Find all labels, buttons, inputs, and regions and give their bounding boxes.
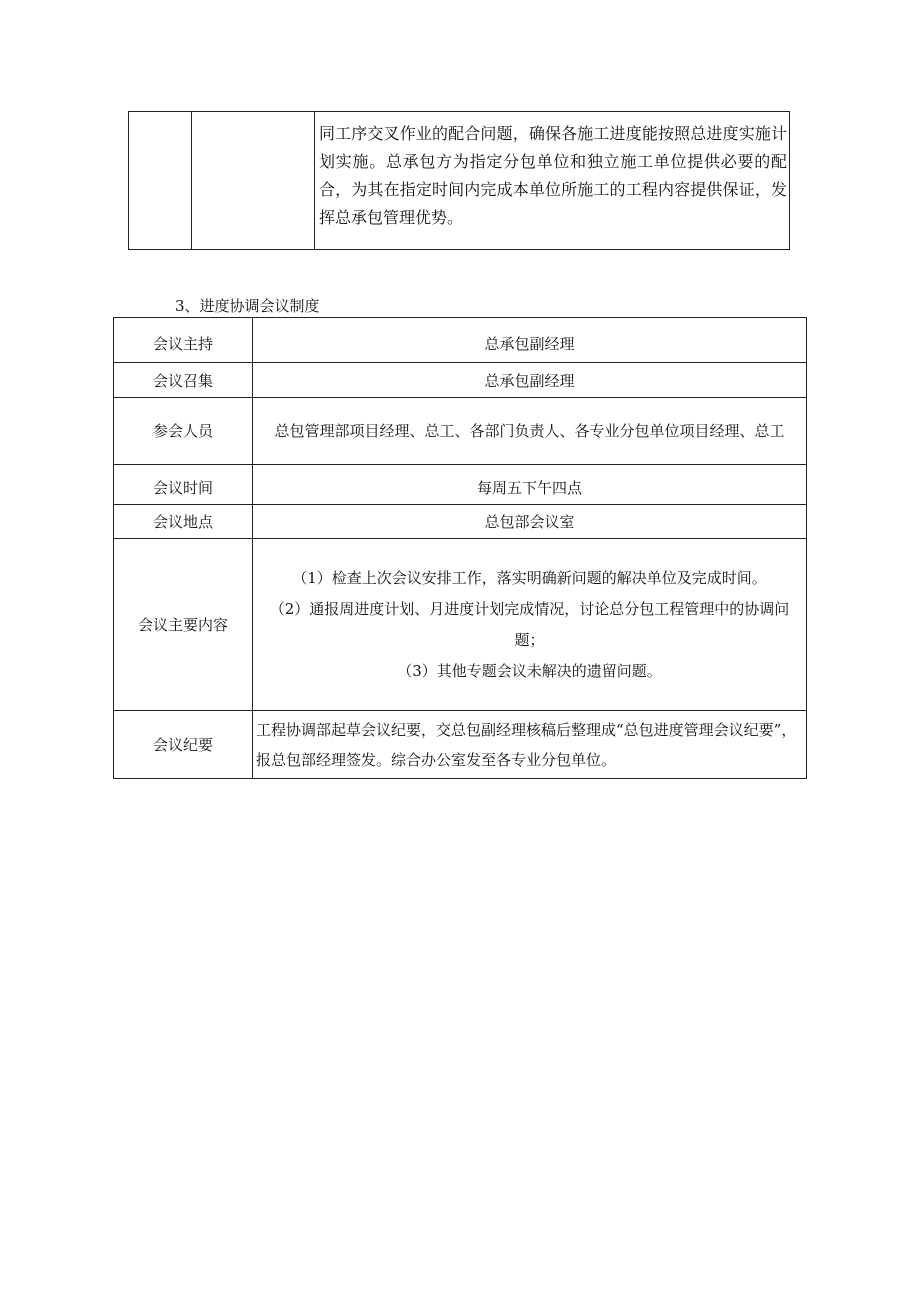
row-value: 总包管理部项目经理、总工、各部门负责人、各专业分包单位项目经理、总工 xyxy=(253,398,807,465)
row-label: 会议纪要 xyxy=(114,711,253,779)
continuation-table xyxy=(128,111,790,250)
row-value: 总承包副经理 xyxy=(253,363,807,398)
row-value: 工程协调部起草会议纪要，交总包副经理核稿后整理成“总包进度管理会议纪要”，报总包部经理签发。综合办公室发至各专业分包单位。 xyxy=(253,711,807,779)
empty-cell-1 xyxy=(129,112,192,250)
row-value: 总包部会议室 xyxy=(253,505,807,539)
continuation-text: 同工序交叉作业的配合问题，确保各施工进度能按照总进度实施计划实施。总承包方为指定分包单位和独立施工单位提供必要的配合，为其在指定时间内完成本单位所施工的工程内容提供保证，发挥总承包管理优势。 xyxy=(315,112,790,250)
row-label: 会议地点 xyxy=(114,505,253,539)
meeting-system-table xyxy=(113,317,807,779)
table-row xyxy=(114,465,807,505)
row-label: 会议召集 xyxy=(114,363,253,398)
list-item: （1）检查上次会议安排工作，落实明确新问题的解决单位及完成时间。 xyxy=(292,568,767,587)
empty-cell-2 xyxy=(192,112,315,250)
list-item: （2）通报周进度计划、月进度计划完成情况，讨论总分包工程管理中的协调问题； xyxy=(269,599,790,649)
row-label: 会议主持 xyxy=(114,318,253,363)
row-value: 总承包副经理 xyxy=(253,318,807,363)
row-label: 会议时间 xyxy=(114,465,253,505)
table-row xyxy=(114,539,807,711)
row-value: 每周五下午四点 xyxy=(253,465,807,505)
section-heading: 3、进度协调会议制度 xyxy=(175,297,320,315)
table-row xyxy=(114,398,807,465)
row-label: 参会人员 xyxy=(114,398,253,465)
table-row xyxy=(114,505,807,539)
meeting-content-list xyxy=(253,539,807,711)
list-item: （3）其他专题会议未解决的遗留问题。 xyxy=(397,661,662,680)
table-row xyxy=(114,363,807,398)
table-row xyxy=(114,711,807,779)
row-label: 会议主要内容 xyxy=(114,539,253,711)
table-row xyxy=(114,318,807,363)
